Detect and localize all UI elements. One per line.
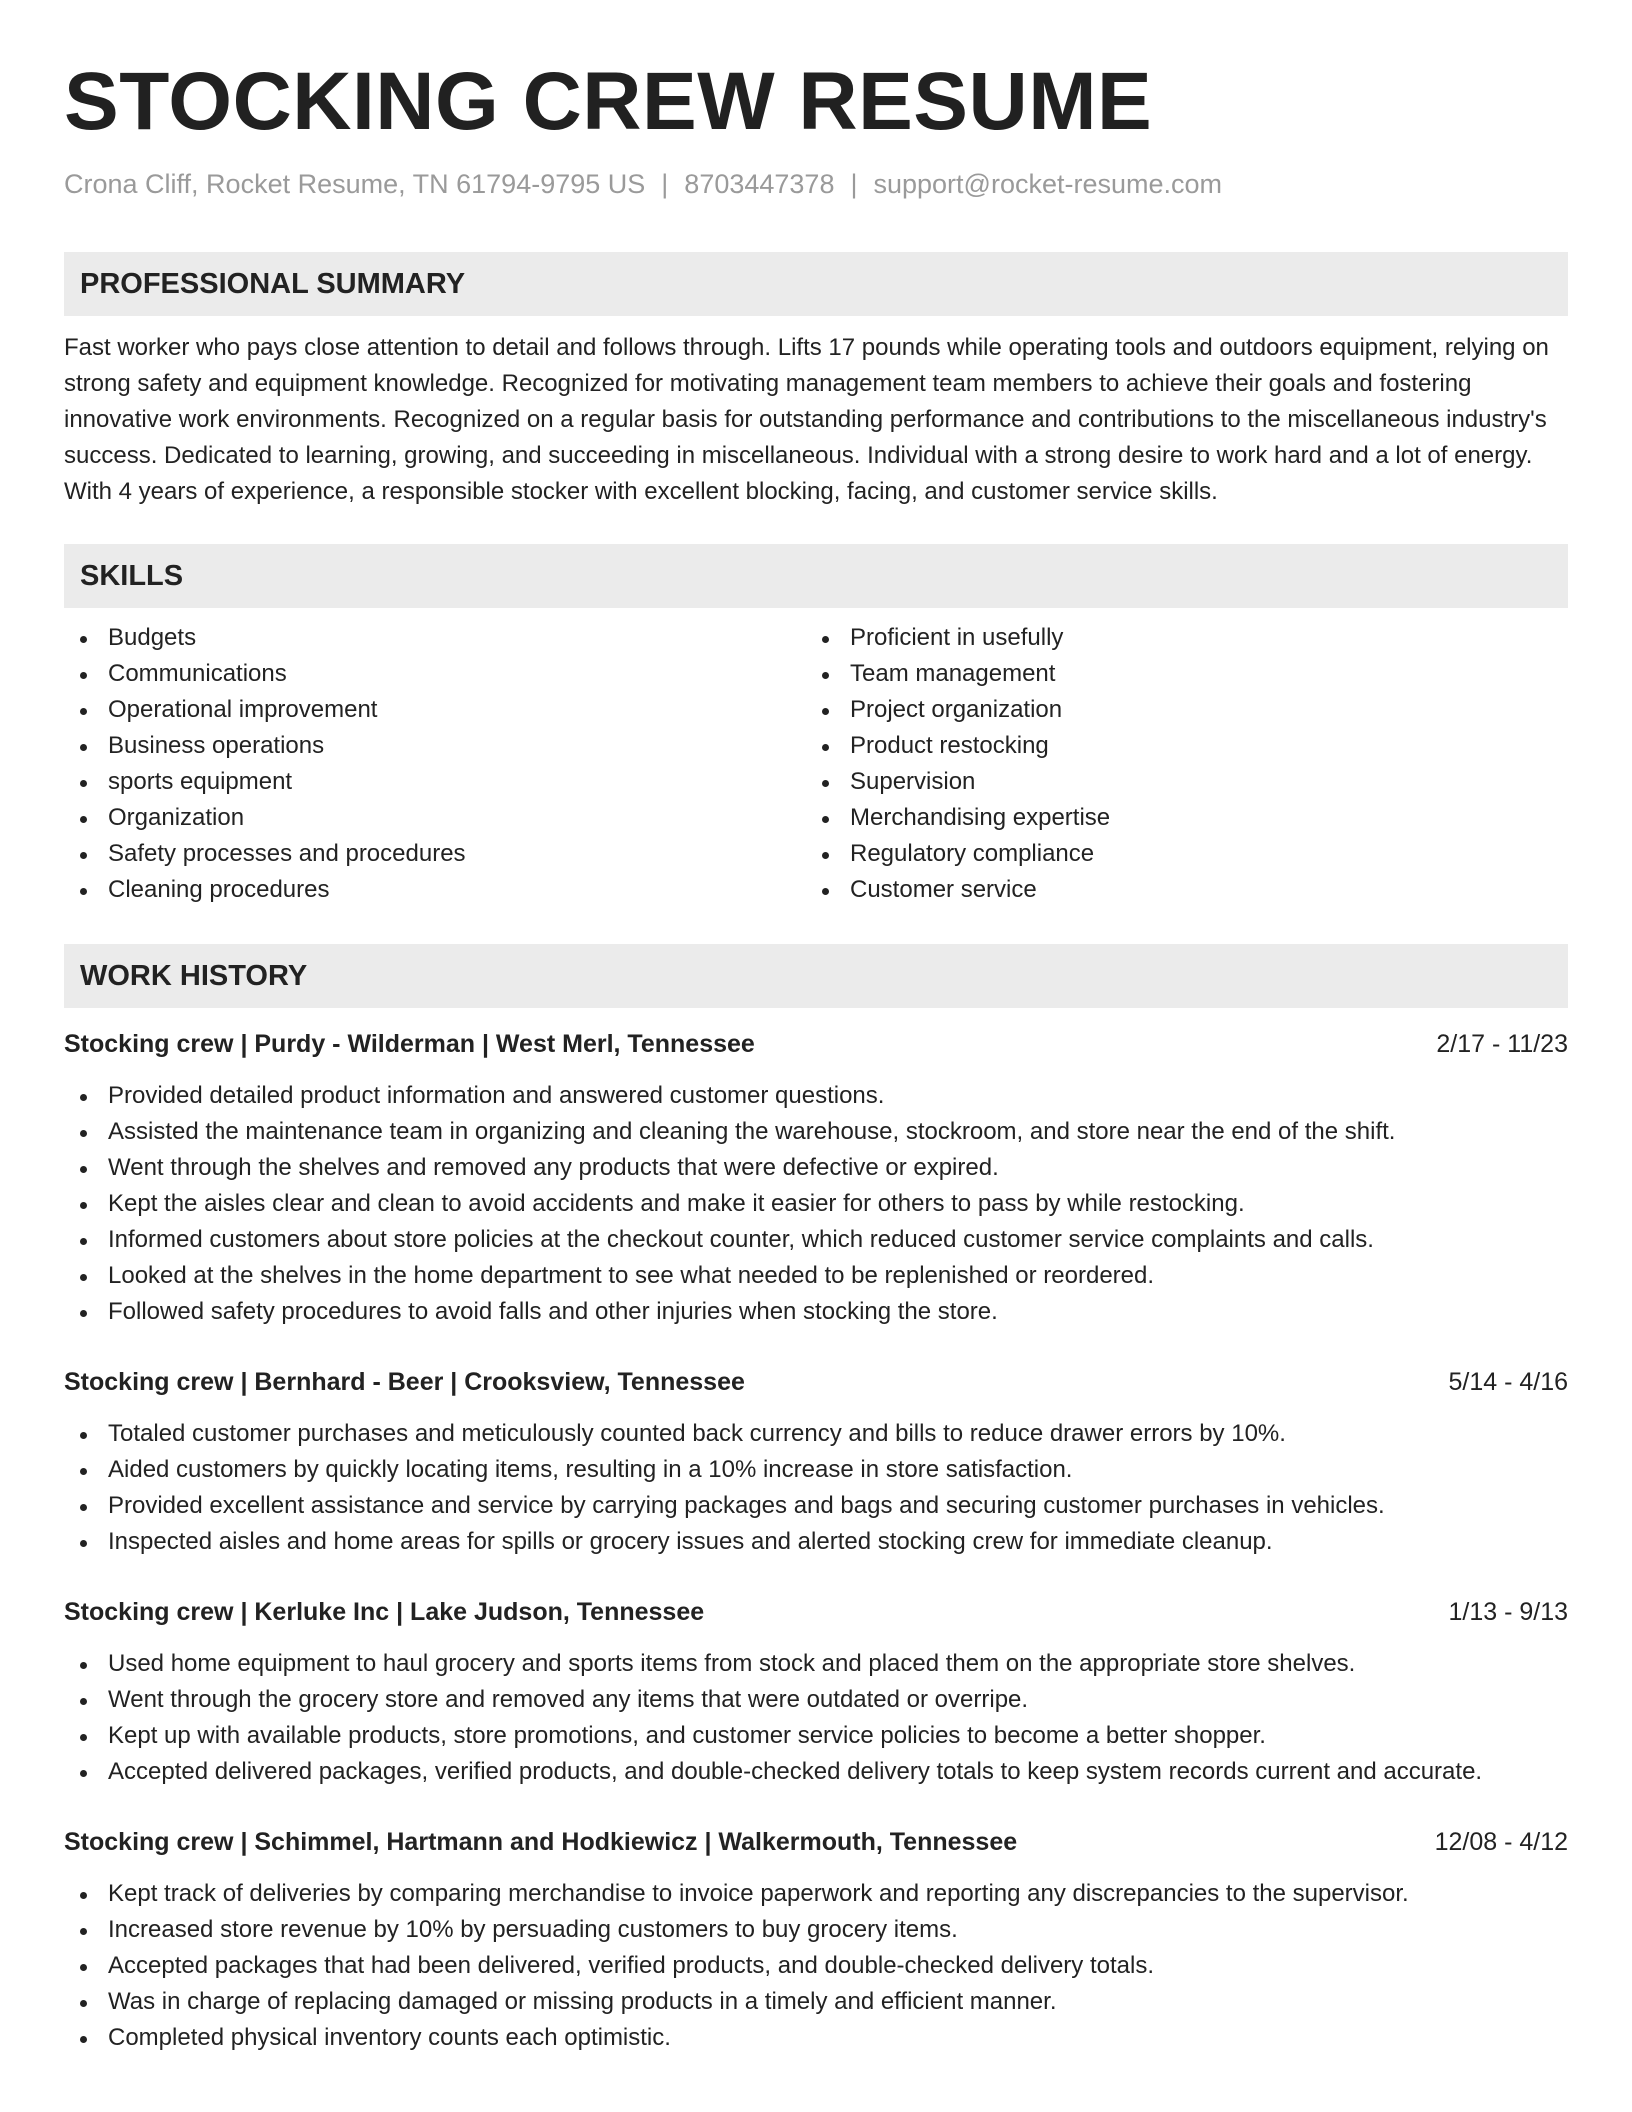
job-bullet: Provided detailed product information and answered customer questions. [64,1078,1568,1114]
skills-column-right [806,620,1548,908]
skill-item: Operational improvement [64,692,806,728]
job-bullet: Accepted packages that had been delivered, verified products, and double-checked delivery totals. [64,1948,1568,1984]
job-title: Stocking crew | Bernhard - Beer | Crooksview, Tennessee [64,1368,745,1396]
resume-title: STOCKING CREW RESUME [64,56,1153,147]
job-title: Stocking crew | Kerluke Inc | Lake Judson, Tennessee [64,1598,705,1626]
work-history-list [64,1026,1568,2056]
job-bullets [64,1646,1568,1790]
skill-item: Regulatory compliance [806,836,1548,872]
skill-item: Communications [64,656,806,692]
job-bullet: Assisted the maintenance team in organizing and cleaning the warehouse, stockroom, and store near the end of the shift. [64,1114,1568,1150]
skill-item: Cleaning procedures [64,872,806,908]
job-bullet: Looked at the shelves in the home department to see what needed to be replenished or reordered. [64,1258,1568,1294]
job-dates: 1/13 - 9/13 [1448,1598,1568,1626]
job-bullet: Completed physical inventory counts each optimistic. [64,2020,1568,2056]
skill-item: Budgets [64,620,806,656]
skill-item: sports equipment [64,764,806,800]
job-bullet: Increased store revenue by 10% by persuading customers to buy grocery items. [64,1912,1568,1948]
job-header [64,1026,1568,1062]
skill-item: Organization [64,800,806,836]
job-bullet: Kept track of deliveries by comparing merchandise to invoice paperwork and reporting any discrepancies to the supervisor. [64,1876,1568,1912]
skill-item: Supervision [806,764,1548,800]
skill-item: Customer service [806,872,1548,908]
job-bullet: Informed customers about store policies at the checkout counter, which reduced customer service complaints and calls. [64,1222,1568,1258]
job-entry [64,1026,1568,1330]
job-bullets [64,1876,1568,2056]
job-bullets [64,1078,1568,1330]
section-heading-skills: SKILLS [64,544,1568,608]
skill-item: Merchandising expertise [806,800,1548,836]
skill-item: Safety processes and procedures [64,836,806,872]
skill-item: Business operations [64,728,806,764]
contact-phone: 8703447378 [684,169,835,199]
job-bullet: Totaled customer purchases and meticulously counted back currency and bills to reduce drawer errors by 10%. [64,1416,1568,1452]
skill-item: Project organization [806,692,1548,728]
job-bullet: Kept up with available products, store promotions, and customer service policies to become a better shopper. [64,1718,1568,1754]
job-bullet: Accepted delivered packages, verified products, and double-checked delivery totals to keep system records current and accurate. [64,1754,1568,1790]
job-bullet: Used home equipment to haul grocery and sports items from stock and placed them on the appropriate store shelves. [64,1646,1568,1682]
job-entry [64,1364,1568,1560]
contact-line [64,166,1568,202]
job-bullet: Inspected aisles and home areas for spills or grocery issues and alerted stocking crew for immediate cleanup. [64,1524,1568,1560]
job-dates: 5/14 - 4/16 [1448,1368,1568,1396]
job-bullet: Kept the aisles clear and clean to avoid accidents and make it easier for others to pass by while restocking. [64,1186,1568,1222]
contact-address: Crona Cliff, Rocket Resume, TN 61794-9795 US [64,169,646,199]
section-heading-summary: PROFESSIONAL SUMMARY [64,252,1568,316]
skill-item: Team management [806,656,1548,692]
job-title: Stocking crew | Purdy - Wilderman | West Merl, Tennessee [64,1030,755,1058]
job-entry [64,1824,1568,2056]
contact-separator: | [661,169,669,199]
job-bullet: Went through the shelves and removed any products that were defective or expired. [64,1150,1568,1186]
job-title: Stocking crew | Schimmel, Hartmann and Hodkiewicz | Walkermouth, Tennessee [64,1828,1018,1856]
skills-column-left [64,620,806,908]
skill-item: Proficient in usefully [806,620,1548,656]
resume-page [64,52,1568,2056]
job-header [64,1364,1568,1400]
job-bullets [64,1416,1568,1560]
skills-list [64,620,1568,908]
contact-email: support@rocket-resume.com [873,169,1223,199]
job-bullet: Provided excellent assistance and service by carrying packages and bags and securing customer purchases in vehicles. [64,1488,1568,1524]
job-entry [64,1594,1568,1790]
job-header [64,1594,1568,1630]
job-bullet: Followed safety procedures to avoid falls and other injuries when stocking the store. [64,1294,1568,1330]
job-dates: 2/17 - 11/23 [1436,1030,1568,1058]
section-heading-work-history: WORK HISTORY [64,944,1568,1008]
job-bullet: Aided customers by quickly locating items, resulting in a 10% increase in store satisfaction. [64,1452,1568,1488]
job-bullet: Went through the grocery store and removed any items that were outdated or overripe. [64,1682,1568,1718]
skill-item: Product restocking [806,728,1548,764]
job-header [64,1824,1568,1860]
job-bullet: Was in charge of replacing damaged or missing products in a timely and efficient manner. [64,1984,1568,2020]
job-dates: 12/08 - 4/12 [1434,1828,1568,1856]
contact-separator: | [850,169,858,199]
summary-text: Fast worker who pays close attention to detail and follows through. Lifts 17 pounds while operating tools and outdoors equipment, relying on strong safety and equipment knowledge. Recognized for motivating management team members to achieve their goals and fostering innovative work environments. Recognized on a regular basis for outstanding performance and contributions to the miscellaneous industry's success. Dedicated to learning, growing, and succeeding in miscellaneous. Individual with a strong desire to work hard and a lot of energy. With 4 years of experience, a responsible stocker with excellent blocking, facing, and customer service skills. [64,334,1549,505]
